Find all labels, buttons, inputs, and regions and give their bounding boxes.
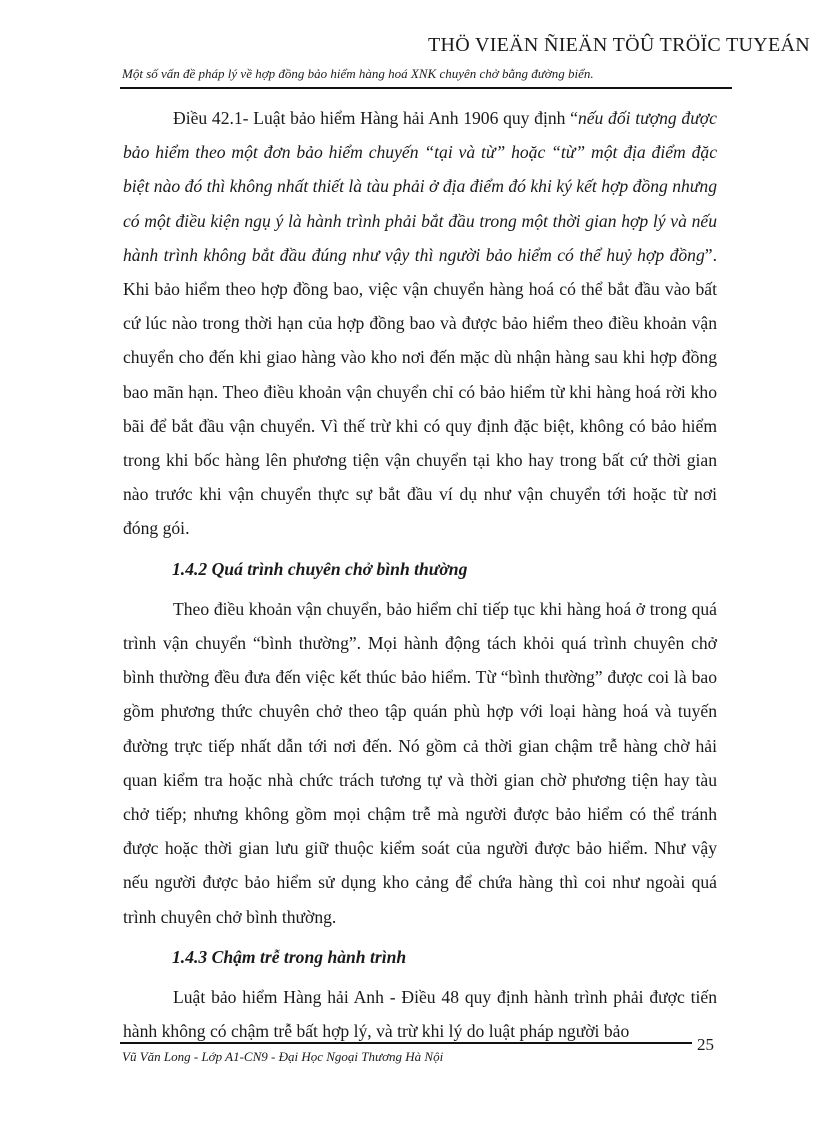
paragraph-article-42	[123, 101, 717, 546]
paragraph-lead: Điều 42.1- Luật bảo hiểm Hàng hải Anh 1906 quy định “	[173, 108, 578, 128]
footer-divider	[120, 1042, 692, 1044]
paragraph-continuation: ”. Khi bảo hiểm theo hợp đồng bao, việc vận chuyển hàng hoá có thể bắt đầu vào bất cứ lúc nào trong thời hạn của hợp đồng bao và được bảo hiểm theo điều khoản vận chuyển cho đến khi giao hàng vào kho nơi đến mặc dù nhận hàng sau khi hợp đồng bao mãn hạn. Theo điều khoản vận chuyển chỉ có bảo hiểm từ khi hàng hoá rời kho bãi để bắt đầu vận chuyển. Vì thế trừ khi có quy định đặc biệt, không có bảo hiểm trong khi bốc hàng lên phương tiện vận chuyển tại kho hay trong bất cứ thời gian nào trước khi vận chuyển thực sự bắt đầu ví dụ như vận chuyển tới hoặc từ nơi đóng gói.	[123, 244, 717, 539]
header-divider	[120, 87, 732, 89]
document-body	[123, 101, 717, 1048]
page-number: 25	[697, 1035, 714, 1054]
quoted-law-text: nếu đối tượng được bảo hiểm theo một đơn bảo hiểm chuyến “tại và từ” hoặc “từ” một địa điểm đặc biệt nào đó thì không nhất thiết là tàu phải ở địa điểm đó khi ký kết hợp đồng nhưng có một điều kiện ngụ ý là hành trình phải bắt đầu trong một thời gian hợp lý và nếu hành trình không bắt đầu đúng như vậy thì người bảo hiểm có thể huỷ hợp đồng	[123, 108, 717, 265]
library-watermark: THÖ VIEÄN ÑIEÄN TÖÛ TRÖÏC TUYEÁN	[428, 34, 810, 56]
section-heading-1-4-3: 1.4.3 Chậm trễ trong hành trình	[172, 946, 407, 967]
section-heading-1-4-2: 1.4.2 Quá trình chuyên chở bình thường	[172, 558, 468, 579]
paragraph-delay-in-voyage: Luật bảo hiểm Hàng hải Anh - Điều 48 quy định hành trình phải được tiến hành không có chậm trễ bất hợp lý, và trừ khi lý do luật pháp người bảo	[123, 987, 717, 1042]
footer-author: Vũ Văn Long - Lớp A1-CN9 - Đại Học Ngoại Thương Hà Nội	[122, 1049, 444, 1064]
running-header: Một số vấn đề pháp lý về hợp đồng bảo hiểm hàng hoá XNK chuyên chở bằng đường biển.	[122, 66, 594, 81]
paragraph-normal-transit: Theo điều khoản vận chuyển, bảo hiểm chỉ tiếp tục khi hàng hoá ở trong quá trình vận chuyển “bình thường”. Mọi hành động tách khỏi quá trình chuyên chở bình thường đều đưa đến việc kết thúc bảo hiểm. Từ “bình thường” được coi là bao gồm phương thức chuyên chở theo tập quán phù hợp với loại hàng hoá và tuyến đường trực tiếp nhất dẫn tới nơi đến. Nó gồm cả thời gian chậm trễ hàng chờ hải quan kiểm tra hoặc nhà chức trách tương tự và thời gian chờ phương tiện hay tàu chở tiếp; nhưng không gồm mọi chậm trễ mà người được bảo hiểm có thể tránh được hoặc thời gian lưu giữ thuộc kiểm soát của người được bảo hiểm. Như vậy nếu người được bảo hiểm sử dụng kho cảng để chứa hàng thì coi như ngoài quá trình chuyên chở bình thường.	[123, 598, 717, 927]
